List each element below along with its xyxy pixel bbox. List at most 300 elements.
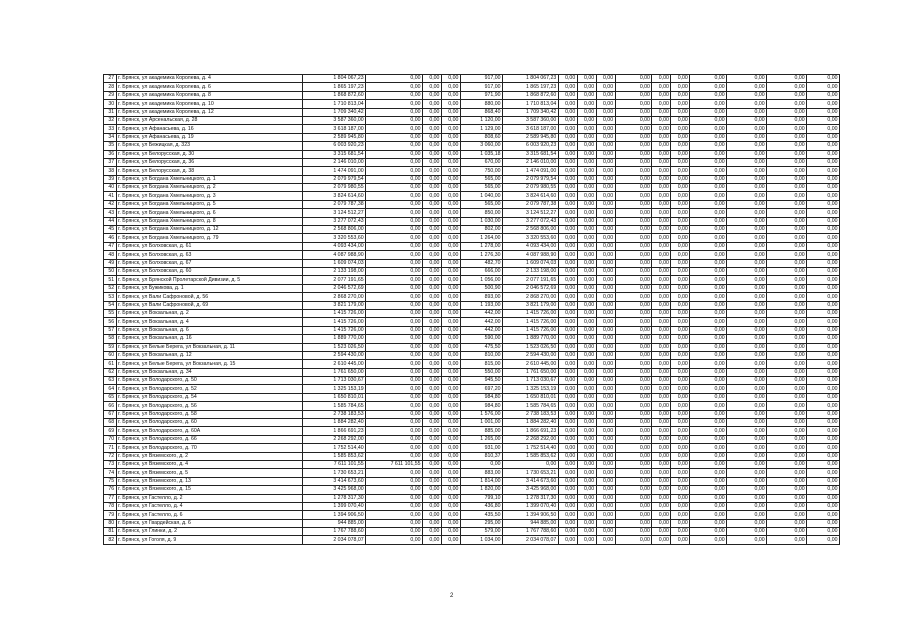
amount-cell: 0,00	[690, 167, 727, 175]
amount-cell: 0,00	[441, 75, 460, 83]
amount-cell: 0,00	[596, 184, 615, 192]
amount-cell: 0,00	[596, 75, 615, 83]
amount-cell: 3 821 179,00	[302, 301, 365, 309]
amount-cell: 0,00	[366, 318, 423, 326]
amount-cell: 0,00	[767, 267, 807, 275]
amount-cell: 0,00	[558, 116, 577, 124]
amount-cell: 0,00	[596, 301, 615, 309]
amount-cell: 0,00	[690, 351, 727, 359]
amount-cell: 0,00	[423, 494, 442, 502]
amount-cell: 0,00	[423, 419, 442, 427]
amount-cell: 0,00	[767, 125, 807, 133]
amount-cell: 0,00	[807, 536, 840, 544]
amount-cell: 0,00	[596, 368, 615, 376]
amount-cell: 808,60	[460, 133, 502, 141]
amount-cell: 0,00	[767, 309, 807, 317]
amount-cell: 0,00	[767, 335, 807, 343]
amount-cell: 0,00	[441, 377, 460, 385]
amount-cell: 0,00	[671, 486, 690, 494]
amount-cell: 0,00	[652, 335, 671, 343]
amount-cell: 0,00	[727, 200, 767, 208]
amount-cell: 1 523 026,50	[502, 343, 558, 351]
amount-cell: 0,00	[423, 259, 442, 267]
amount-cell: 1 713 030,67	[302, 377, 365, 385]
amount-cell: 0,00	[727, 435, 767, 443]
row-index-cell: 55	[104, 309, 117, 317]
amount-cell: 0,00	[366, 267, 423, 275]
amount-cell: 0,00	[671, 100, 690, 108]
amount-cell: 0,00	[615, 469, 652, 477]
amount-cell: 0,00	[423, 150, 442, 158]
amount-cell: 0,00	[558, 267, 577, 275]
amount-cell: 0,00	[807, 393, 840, 401]
amount-cell: 0,00	[577, 360, 596, 368]
amount-cell: 0,00	[615, 75, 652, 83]
amount-cell: 0,00	[767, 368, 807, 376]
amount-cell: 0,00	[615, 368, 652, 376]
amount-cell: 0,00	[690, 100, 727, 108]
amount-cell: 0,00	[615, 377, 652, 385]
amount-cell: 0,00	[690, 200, 727, 208]
amount-cell: 0,00	[596, 158, 615, 166]
amount-cell: 1 576,00	[460, 410, 502, 418]
amount-cell: 0,00	[690, 335, 727, 343]
amount-cell: 0,00	[423, 528, 442, 536]
amount-cell: 0,00	[671, 200, 690, 208]
amount-cell: 0,00	[767, 469, 807, 477]
amount-cell: 0,00	[366, 402, 423, 410]
row-index-cell: 66	[104, 402, 117, 410]
amount-cell: 0,00	[596, 217, 615, 225]
row-index-cell: 40	[104, 184, 117, 192]
amount-cell: 0,00	[767, 393, 807, 401]
table-row	[104, 226, 840, 234]
table-row	[104, 242, 840, 250]
amount-cell: 0,00	[652, 318, 671, 326]
amount-cell: 0,00	[767, 192, 807, 200]
amount-cell: 0,00	[671, 226, 690, 234]
amount-cell: 670,00	[460, 158, 502, 166]
amount-cell: 0,00	[577, 494, 596, 502]
row-index-cell: 61	[104, 360, 117, 368]
amount-cell: 0,00	[366, 360, 423, 368]
amount-cell: 0,00	[671, 410, 690, 418]
table-row	[104, 360, 840, 368]
amount-cell: 0,00	[767, 419, 807, 427]
table-row	[104, 293, 840, 301]
amount-cell: 944 885,00	[502, 519, 558, 527]
amount-cell: 0,00	[366, 452, 423, 460]
amount-cell: 0,00	[577, 251, 596, 259]
amount-cell: 0,00	[690, 150, 727, 158]
amount-cell: 0,00	[807, 511, 840, 519]
amount-cell: 1 415 726,00	[302, 309, 365, 317]
amount-cell: 0,00	[690, 108, 727, 116]
amount-cell: 0,00	[767, 293, 807, 301]
table-row	[104, 435, 840, 443]
amount-cell: 0,00	[558, 486, 577, 494]
amount-cell: 0,00	[807, 469, 840, 477]
amount-cell: 0,00	[690, 209, 727, 217]
amount-cell: 0,00	[615, 217, 652, 225]
amount-cell: 0,00	[423, 267, 442, 275]
amount-cell: 3 277 072,43	[302, 217, 365, 225]
address-cell: г. Брянск, ул Гвардейская, д. 6	[116, 519, 302, 527]
amount-cell: 0,00	[615, 410, 652, 418]
amount-cell: 931,00	[460, 444, 502, 452]
amount-cell: 0,00	[671, 444, 690, 452]
amount-cell: 0,00	[423, 519, 442, 527]
amount-cell: 0,00	[577, 209, 596, 217]
amount-cell: 1 585 853,62	[302, 452, 365, 460]
amount-cell: 1 264,00	[460, 234, 502, 242]
amount-cell: 0,00	[577, 460, 596, 468]
amount-cell: 0,00	[690, 469, 727, 477]
amount-cell: 0,00	[807, 234, 840, 242]
amount-cell: 0,00	[727, 360, 767, 368]
amount-cell: 0,00	[615, 184, 652, 192]
address-cell: г. Брянск, ул Вали Сафроновой, д. 56	[116, 293, 302, 301]
amount-cell: 0,00	[558, 259, 577, 267]
amount-cell: 0,00	[423, 402, 442, 410]
table-row	[104, 259, 840, 267]
amount-cell: 442,00	[460, 318, 502, 326]
amount-cell: 0,00	[807, 402, 840, 410]
table-row	[104, 519, 840, 527]
amount-cell: 0,00	[671, 469, 690, 477]
amount-cell: 0,00	[615, 200, 652, 208]
amount-cell: 0,00	[558, 435, 577, 443]
amount-cell: 0,00	[615, 309, 652, 317]
amount-cell: 0,00	[615, 276, 652, 284]
table-row	[104, 133, 840, 141]
address-cell: г. Брянск, ул Вали Сафроновой, д. 69	[116, 301, 302, 309]
amount-cell: 0,00	[767, 100, 807, 108]
amount-cell: 0,00	[366, 343, 423, 351]
amount-cell: 0,00	[596, 192, 615, 200]
amount-cell: 0,00	[807, 385, 840, 393]
table-row	[104, 309, 840, 317]
amount-cell: 1 325 153,19	[302, 385, 365, 393]
amount-cell: 0,00	[596, 511, 615, 519]
amount-cell: 0,00	[807, 100, 840, 108]
amount-cell: 0,00	[615, 251, 652, 259]
amount-cell: 0,00	[423, 125, 442, 133]
amount-cell: 0,00	[767, 444, 807, 452]
amount-cell: 1 415 726,00	[302, 318, 365, 326]
address-cell: г. Брянск, ул академика Королева, д. 10	[116, 100, 302, 108]
table-row	[104, 427, 840, 435]
amount-cell: 0,00	[690, 410, 727, 418]
amount-cell: 0,00	[366, 427, 423, 435]
amount-cell: 0,00	[671, 452, 690, 460]
amount-cell: 1 399 070,40	[302, 502, 365, 510]
amount-cell: 0,00	[652, 519, 671, 527]
row-index-cell: 59	[104, 343, 117, 351]
amount-cell: 0,00	[441, 326, 460, 334]
amount-cell: 0,00	[652, 192, 671, 200]
amount-cell: 0,00	[423, 452, 442, 460]
amount-cell: 0,00	[558, 410, 577, 418]
amount-cell: 0,00	[423, 251, 442, 259]
row-index-cell: 70	[104, 435, 117, 443]
amount-cell: 0,00	[441, 393, 460, 401]
amount-cell: 0,00	[441, 419, 460, 427]
address-cell: г. Брянск, ул Володарского, д. 52	[116, 385, 302, 393]
amount-cell: 0,00	[767, 326, 807, 334]
amount-cell: 0,00	[807, 444, 840, 452]
row-index-cell: 44	[104, 217, 117, 225]
row-index-cell: 37	[104, 158, 117, 166]
address-cell: г. Брянск, ул Белорусская, д. 38	[116, 167, 302, 175]
amount-cell: 0,00	[615, 460, 652, 468]
amount-cell: 0,00	[727, 133, 767, 141]
amount-cell: 0,00	[807, 318, 840, 326]
amount-cell: 0,00	[558, 184, 577, 192]
amount-cell: 0,00	[671, 318, 690, 326]
amount-cell: 0,00	[577, 293, 596, 301]
amount-cell: 0,00	[596, 469, 615, 477]
amount-cell: 0,00	[671, 217, 690, 225]
table-row	[104, 528, 840, 536]
amount-cell: 0,00	[767, 494, 807, 502]
row-index-cell: 45	[104, 226, 117, 234]
amount-cell: 0,00	[423, 360, 442, 368]
amount-cell: 0,00	[652, 452, 671, 460]
amount-cell: 0,00	[727, 477, 767, 485]
amount-cell: 6 003 920,23	[302, 142, 365, 150]
amount-cell: 2 594 430,00	[302, 351, 365, 359]
amount-cell: 0,00	[652, 242, 671, 250]
row-index-cell: 30	[104, 100, 117, 108]
amount-cell: 0,00	[767, 251, 807, 259]
row-index-cell: 33	[104, 125, 117, 133]
amount-cell: 0,00	[690, 133, 727, 141]
table-row	[104, 276, 840, 284]
amount-cell: 0,00	[807, 251, 840, 259]
amount-cell: 0,00	[423, 192, 442, 200]
amount-cell: 565,00	[460, 184, 502, 192]
amount-cell: 0,00	[596, 536, 615, 544]
amount-cell: 0,00	[767, 158, 807, 166]
table-row	[104, 494, 840, 502]
amount-cell: 0,00	[767, 234, 807, 242]
amount-cell: 4 093 434,00	[502, 242, 558, 250]
amount-cell: 1 415 726,00	[502, 326, 558, 334]
amount-cell: 0,00	[615, 133, 652, 141]
amount-cell: 0,00	[767, 184, 807, 192]
amount-cell: 0,00	[727, 519, 767, 527]
amount-cell: 0,00	[671, 343, 690, 351]
row-index-cell: 65	[104, 393, 117, 401]
row-index-cell: 31	[104, 108, 117, 116]
amount-cell: 0,00	[577, 108, 596, 116]
amount-cell: 0,00	[671, 435, 690, 443]
amount-cell: 0,00	[767, 167, 807, 175]
table-row	[104, 402, 840, 410]
amount-cell: 0,00	[558, 301, 577, 309]
amount-cell: 0,00	[423, 301, 442, 309]
address-cell: г. Брянск, ул Богдана Хмельницкого, д. 3	[116, 192, 302, 200]
amount-cell: 0,00	[690, 184, 727, 192]
amount-cell: 0,00	[652, 200, 671, 208]
row-index-cell: 63	[104, 377, 117, 385]
amount-cell: 0,00	[615, 502, 652, 510]
amount-cell: 0,00	[690, 125, 727, 133]
amount-cell: 7 611 101,55	[302, 460, 365, 468]
amount-cell: 2 079 980,55	[302, 184, 365, 192]
amount-cell: 0,00	[577, 419, 596, 427]
amount-cell: 3 320 553,60	[302, 234, 365, 242]
amount-cell: 0,00	[558, 536, 577, 544]
amount-cell: 0,00	[727, 444, 767, 452]
amount-cell: 0,00	[366, 116, 423, 124]
address-cell: г. Брянск, ул Володарского, д. 54	[116, 393, 302, 401]
table-row	[104, 267, 840, 275]
amount-cell: 0,00	[767, 486, 807, 494]
amount-cell: 0,00	[441, 192, 460, 200]
amount-cell: 0,00	[558, 167, 577, 175]
amount-cell: 0,00	[727, 419, 767, 427]
amount-cell: 0,00	[652, 460, 671, 468]
amount-cell: 0,00	[767, 301, 807, 309]
amount-cell: 0,00	[441, 209, 460, 217]
amount-cell: 0,00	[615, 318, 652, 326]
amount-cell: 0,00	[807, 133, 840, 141]
table-row	[104, 385, 840, 393]
amount-cell: 0,00	[615, 226, 652, 234]
amount-cell: 0,00	[690, 83, 727, 91]
amount-cell: 0,00	[423, 83, 442, 91]
amount-cell: 0,00	[671, 125, 690, 133]
amount-cell: 0,00	[615, 536, 652, 544]
address-cell: г. Брянск, ул Белорусская, д. 36	[116, 158, 302, 166]
table-row	[104, 301, 840, 309]
amount-cell: 0,00	[441, 477, 460, 485]
amount-cell: 0,00	[807, 259, 840, 267]
amount-cell: 0,00	[558, 519, 577, 527]
amount-cell: 0,00	[577, 158, 596, 166]
amount-cell: 1 814,00	[460, 477, 502, 485]
amount-cell: 0,00	[652, 402, 671, 410]
amount-cell: 0,00	[767, 75, 807, 83]
amount-cell: 6 003 920,23	[502, 142, 558, 150]
amount-cell: 0,00	[652, 83, 671, 91]
amount-cell: 0,00	[596, 125, 615, 133]
amount-cell: 1 265,00	[460, 435, 502, 443]
amount-cell: 0,00	[690, 377, 727, 385]
amount-cell: 0,00	[615, 108, 652, 116]
amount-cell: 0,00	[671, 377, 690, 385]
amount-cell: 0,00	[577, 519, 596, 527]
amount-cell: 2 610 445,00	[302, 360, 365, 368]
table-row	[104, 343, 840, 351]
amount-cell: 0,00	[441, 133, 460, 141]
amount-cell: 0,00	[807, 75, 840, 83]
address-cell: г. Брянск, ул Брянской Пролетарской Дивизии, д. 5	[116, 276, 302, 284]
amount-cell: 0,00	[671, 175, 690, 183]
table-row	[104, 460, 840, 468]
amount-cell: 971,90	[460, 91, 502, 99]
amount-cell: 2 077 191,65	[502, 276, 558, 284]
amount-cell: 0,00	[558, 385, 577, 393]
amount-cell: 0,00	[767, 150, 807, 158]
amount-cell: 0,00	[596, 226, 615, 234]
amount-cell: 0,00	[577, 351, 596, 359]
amount-cell: 0,00	[727, 351, 767, 359]
amount-cell: 0,00	[690, 326, 727, 334]
amount-cell: 0,00	[366, 301, 423, 309]
amount-cell: 0,00	[727, 75, 767, 83]
amount-cell: 0,00	[652, 75, 671, 83]
amount-cell: 0,00	[690, 402, 727, 410]
amount-cell: 0,00	[366, 125, 423, 133]
amount-cell: 0,00	[807, 486, 840, 494]
amount-cell: 0,00	[441, 259, 460, 267]
amount-cell: 0,00	[652, 486, 671, 494]
amount-cell: 0,00	[727, 100, 767, 108]
amount-cell: 0,00	[577, 226, 596, 234]
amount-cell: 0,00	[615, 293, 652, 301]
amount-cell: 0,00	[727, 293, 767, 301]
amount-cell: 0,00	[558, 402, 577, 410]
amount-cell: 0,00	[441, 435, 460, 443]
amount-cell: 1 752 514,40	[502, 444, 558, 452]
table-row	[104, 150, 840, 158]
amount-cell: 0,00	[596, 150, 615, 158]
amount-cell: 3 821 179,00	[502, 301, 558, 309]
amount-cell: 0,00	[671, 142, 690, 150]
amount-cell: 0,00	[577, 91, 596, 99]
address-cell: г. Брянск, ул Богдана Хмельницкого, д. 1	[116, 175, 302, 183]
table-row	[104, 536, 840, 544]
amount-cell: 0,00	[807, 267, 840, 275]
address-cell: г. Брянск, ул Володарского, д. 66	[116, 435, 302, 443]
amount-cell: 0,00	[441, 125, 460, 133]
amount-cell: 0,00	[596, 267, 615, 275]
amount-cell: 0,00	[577, 75, 596, 83]
amount-cell: 0,00	[727, 209, 767, 217]
address-cell: г. Брянск, ул Володарского, д. 56	[116, 402, 302, 410]
amount-cell: 0,00	[441, 351, 460, 359]
amount-cell: 0,00	[577, 284, 596, 292]
amount-cell: 0,00	[690, 142, 727, 150]
amount-cell: 590,00	[460, 335, 502, 343]
amount-cell: 550,00	[460, 368, 502, 376]
amount-cell: 2 868 270,00	[502, 293, 558, 301]
amount-cell: 0,00	[558, 343, 577, 351]
amount-cell: 1 394 906,50	[302, 511, 365, 519]
amount-cell: 0,00	[366, 284, 423, 292]
address-cell: г. Брянск, ул Богдана Хмельницкого, д. 6	[116, 209, 302, 217]
amount-cell: 0,00	[577, 301, 596, 309]
amount-cell: 0,00	[690, 419, 727, 427]
amount-cell: 0,00	[366, 226, 423, 234]
amount-cell: 0,00	[577, 469, 596, 477]
amount-cell: 0,00	[767, 460, 807, 468]
amount-cell: 0,00	[423, 377, 442, 385]
amount-cell: 0,00	[671, 368, 690, 376]
amount-cell: 2 589 945,80	[502, 133, 558, 141]
amount-cell: 0,00	[558, 175, 577, 183]
amount-cell: 0,00	[807, 217, 840, 225]
amount-cell: 0,00	[558, 335, 577, 343]
amount-cell: 0,00	[652, 309, 671, 317]
amount-cell: 1 585 784,65	[302, 402, 365, 410]
amount-cell: 0,00	[596, 83, 615, 91]
amount-cell: 0,00	[671, 150, 690, 158]
amount-cell: 0,00	[652, 142, 671, 150]
